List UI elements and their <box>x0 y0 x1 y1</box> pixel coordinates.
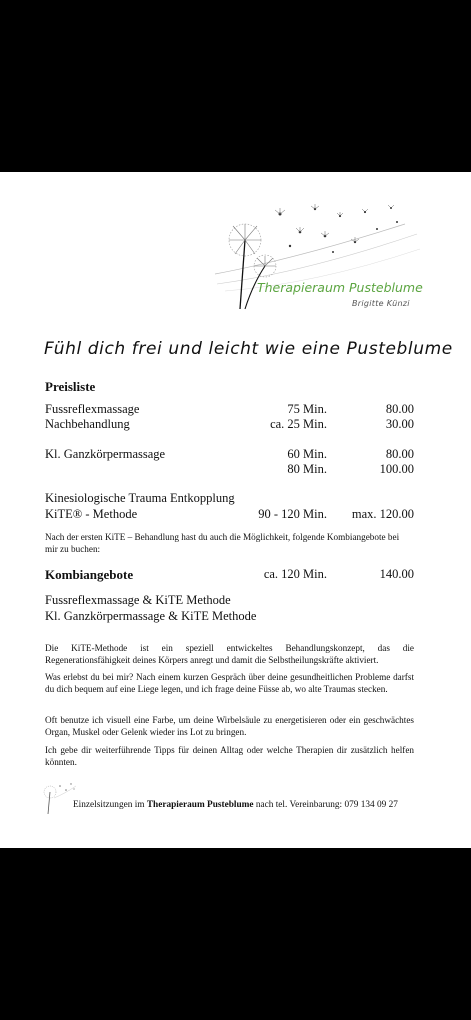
kite-note: Nach der ersten KiTE – Behandlung hast du auch die Möglichkeit, folgende Kombiangebote bei mir zu buchen: <box>45 532 400 554</box>
paragraph: Die KiTE-Methode ist ein speziell entwickeltes Behandlungskonzept, das die Regenerationsfähigkeit deines Körpers anregt und damit die Selbstheilungskräfte aktiviert. <box>45 643 414 665</box>
slogan: Fühl dich frei und leicht wie eine Pusteblume <box>44 339 453 359</box>
service-duration: 60 Min. <box>287 447 327 461</box>
service-duration: 80 Min. <box>287 462 327 476</box>
service-duration: 75 Min. <box>287 402 327 416</box>
paragraph: Oft benutze ich visuell eine Farbe, um deine Wirbelsäule zu energetisieren oder ein geschwächtes Organ, Muskel oder Gelenk wieder ins Lot zu bringen. <box>45 715 414 737</box>
footer-prefix: Einzelsitzungen im <box>73 800 147 810</box>
paragraph: Was erlebst du bei mir? Nach einem kurzen Gespräch über deine gesundheitlichen Probleme darfst du dich bequem auf eine Liege legen, und ich frage deine Füsse ab, wo alte Traumas stecken. <box>45 672 414 694</box>
service-price: 30.00 <box>385 417 414 431</box>
flyer-sheet <box>0 172 471 848</box>
service-duration: ca. 25 Min. <box>270 417 327 431</box>
service-price: 100.00 <box>379 462 414 476</box>
kombi-item: Fussreflexmassage & KiTE Methode <box>45 593 231 607</box>
footer-line <box>73 800 398 810</box>
kombi-price: 140.00 <box>379 567 414 581</box>
kombi-item: Kl. Ganzkörpermassage & KiTE Methode <box>45 609 257 623</box>
brand-name: Therapieraum Pusteblume <box>257 280 423 295</box>
kite-price: max. 120.00 <box>351 507 414 521</box>
service-price: 80.00 <box>385 402 414 416</box>
dandelion-small-icon <box>40 778 78 816</box>
kombi-title: Kombiangebote <box>45 567 134 582</box>
footer-suffix: nach tel. Vereinbarung: 079 134 09 27 <box>253 800 398 810</box>
owner-name: Brigitte Künzi <box>352 299 410 308</box>
kite-duration: 90 - 120 Min. <box>258 507 327 521</box>
kite-line2: KiTE® - Methode <box>45 507 138 521</box>
service-name: Nachbehandlung <box>45 417 130 431</box>
service-name: Kl. Ganzkörpermassage <box>45 447 166 461</box>
service-name: Fussreflexmassage <box>45 402 140 416</box>
service-price: 80.00 <box>385 447 414 461</box>
footer-brand: Therapieraum Pusteblume <box>146 800 254 810</box>
kombi-duration: ca. 120 Min. <box>263 567 327 581</box>
kite-line1: Kinesiologische Trauma Entkopplung <box>45 491 235 505</box>
pricelist-title: Preisliste <box>45 379 96 394</box>
paragraph: Ich gebe dir weiterführende Tipps für deinen Alltag oder welche Therapien dir zusätzlich helfen könnten. <box>45 745 414 767</box>
